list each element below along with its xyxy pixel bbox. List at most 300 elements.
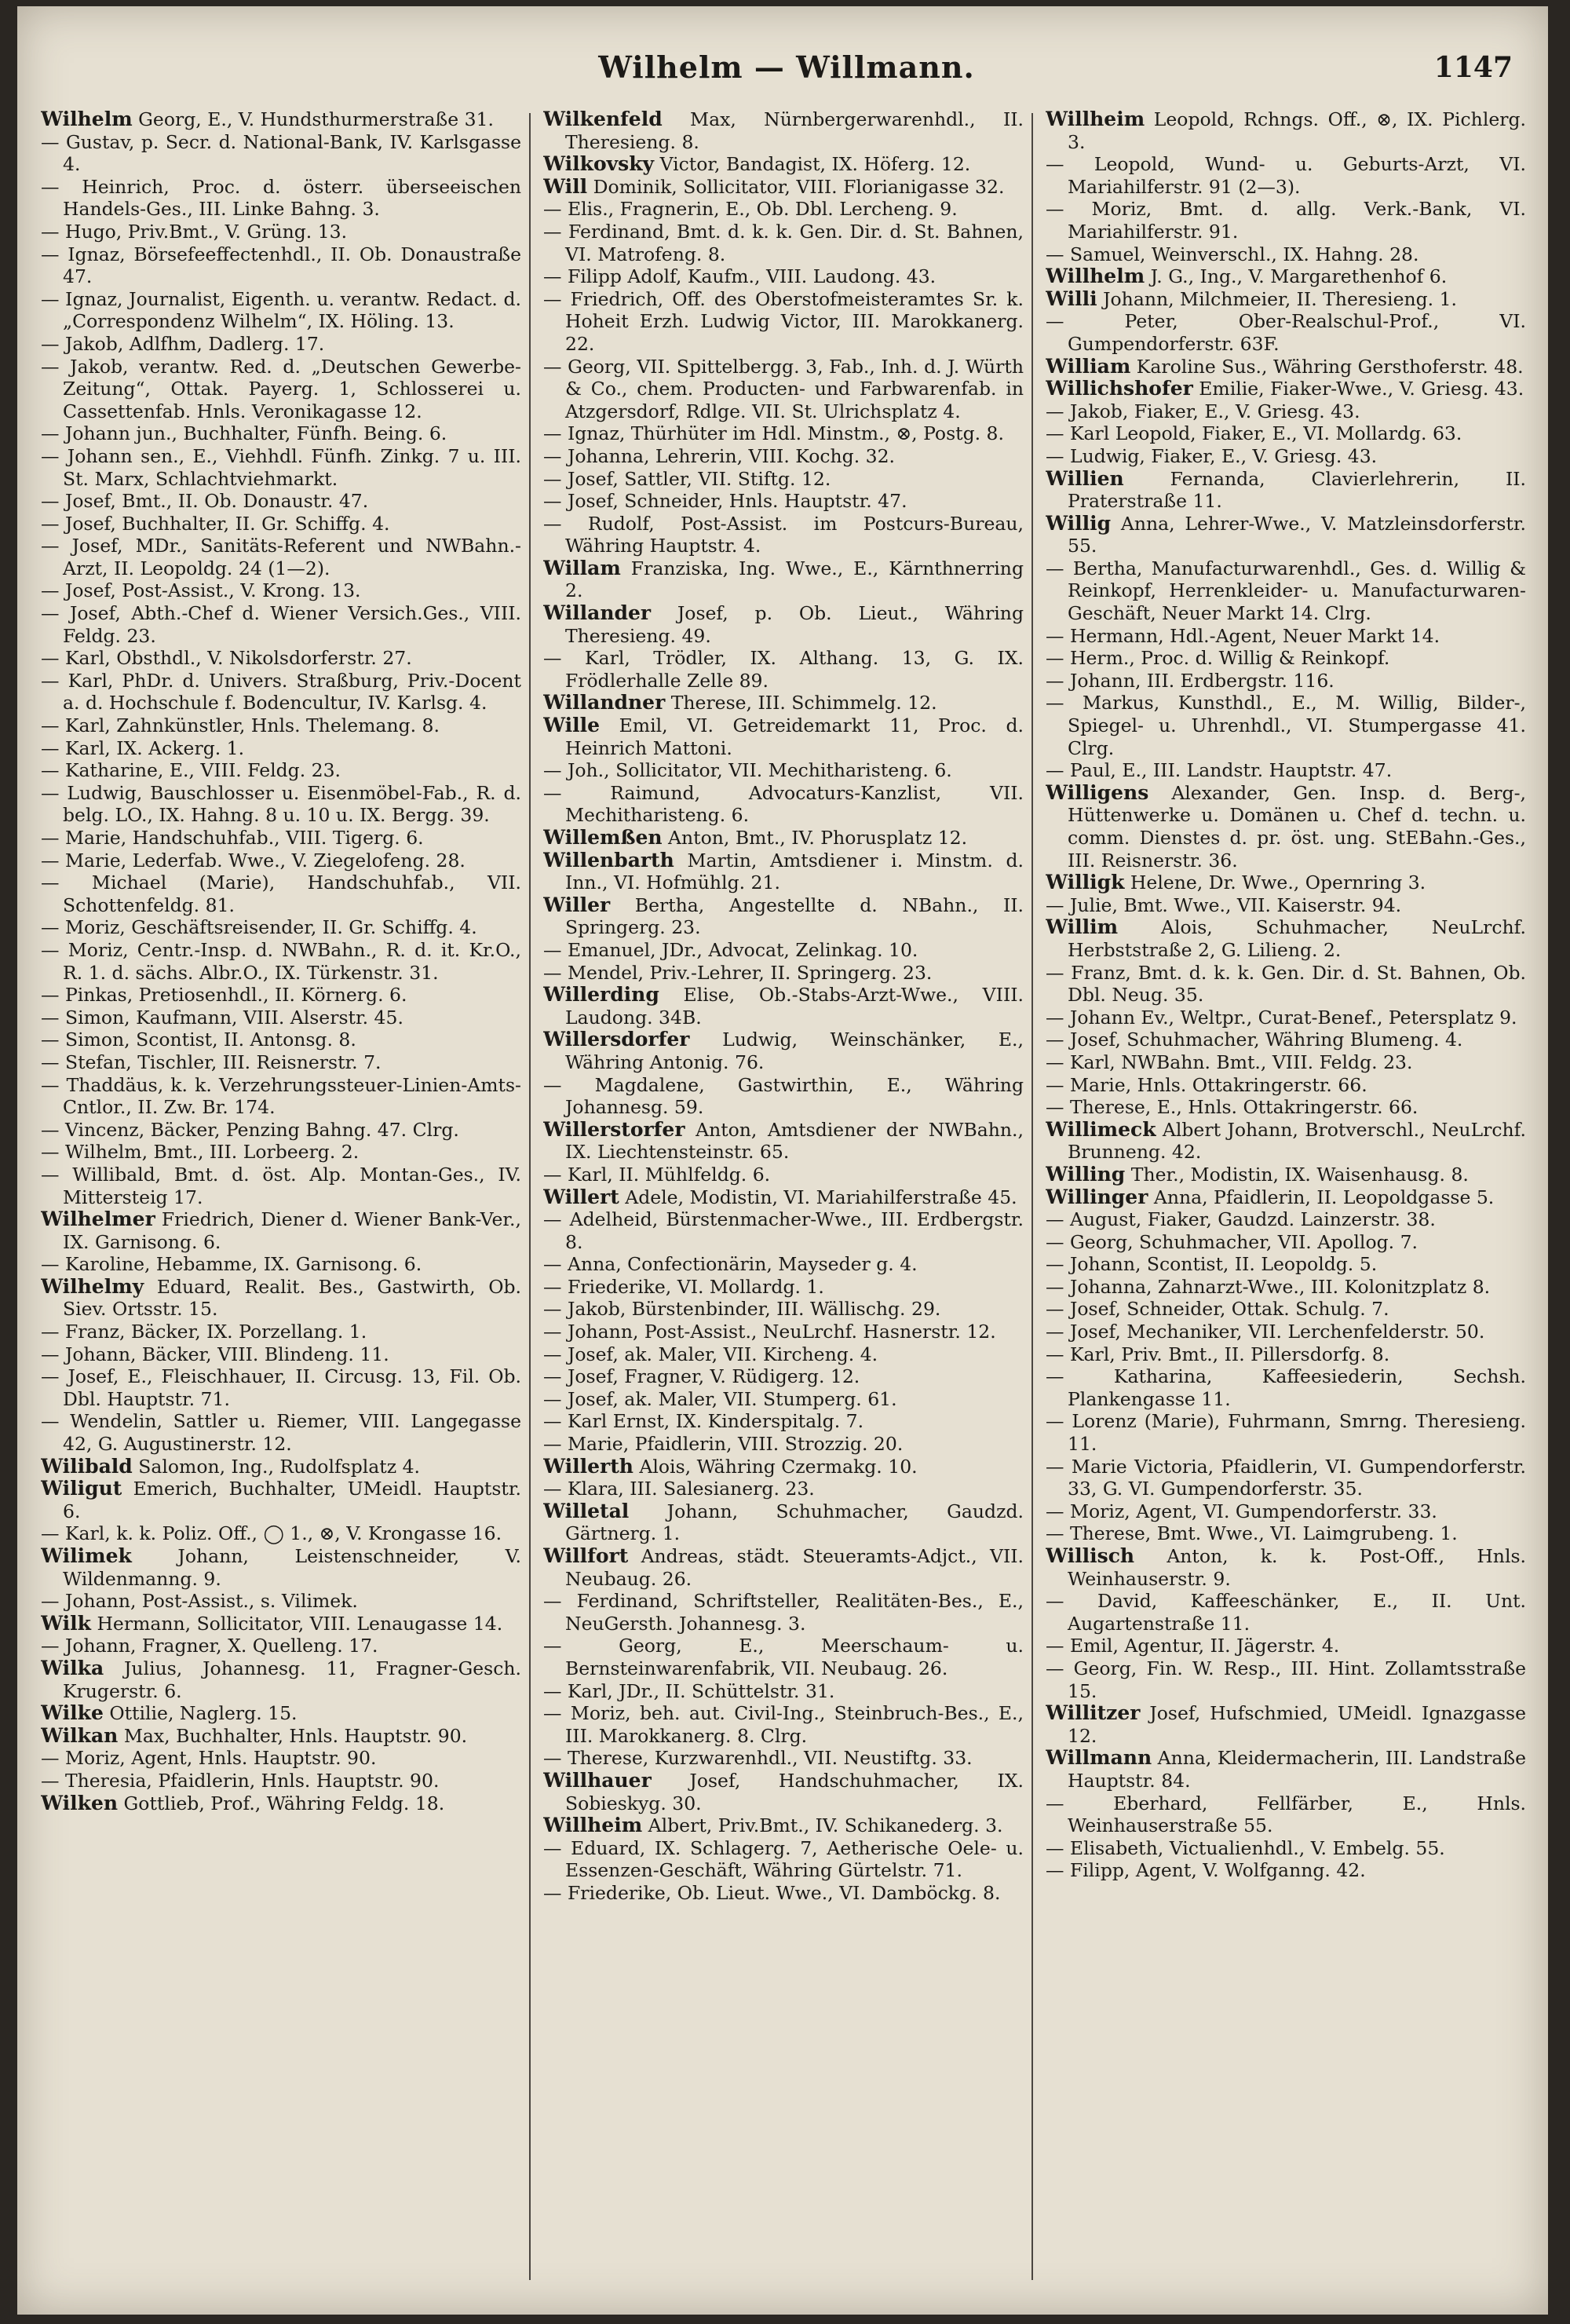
directory-entry (41, 1702, 521, 1725)
directory-entry (543, 1029, 1024, 1073)
directory-entry (543, 827, 1024, 850)
directory-entry (1046, 1276, 1526, 1299)
entry-text: — Julie, Bmt. Wwe., VII. Kaiserstr. 94. (1046, 893, 1402, 916)
directory-entry (41, 850, 521, 872)
entry-text: Ottilie, Naglerg. 15. (109, 1702, 298, 1725)
entry-text: — Marie Victoria, Pfaidlerin, VI. Gumpendorferstr. 33, G. VI. Gumpendorferstr. 35. (1046, 1455, 1526, 1500)
directory-entry (1046, 1231, 1526, 1254)
entry-text: Anton, k. k. Post-Off., Hnls. Weinhauserstr. 9. (1068, 1545, 1526, 1590)
entry-text: Emerich, Buchhalter, UMeidl. Hauptstr. 6. (63, 1478, 521, 1522)
directory-entry (41, 1770, 521, 1792)
entry-surname: Willandner (543, 691, 666, 714)
directory-entry (41, 422, 521, 445)
directory-entry (41, 1343, 521, 1366)
directory-entry (1046, 1164, 1526, 1186)
entry-text: — Ignaz, Journalist, Eigenth. u. verantw. Redact. d. „Correspondenz Wilhelm“, IX. Höling. 13. (41, 287, 521, 333)
entry-text: — Raimund, Advocaturs-Kanzlist, VII. Mechitharisteng. 6. (543, 781, 1024, 827)
entry-surname: Willam (543, 556, 621, 579)
entry-text: — Josef, MDr., Sanitäts-Referent und NWBahn.-Arzt, II. Leopoldg. 24 (1—2). (41, 535, 521, 579)
directory-entry (543, 962, 1024, 985)
entry-text: — Katharina, Kaffeesiederin, Sechsh. Plankengasse 11. (1046, 1365, 1526, 1410)
entry-text: Victor, Bandagist, IX. Höferg. 12. (659, 153, 971, 176)
directory-entry (1046, 1007, 1526, 1029)
directory-entry (1046, 400, 1526, 423)
directory-entry (1046, 1321, 1526, 1343)
directory-entry (41, 288, 521, 333)
entry-text: — Heinrich, Proc. d. österr. überseeischen Handels-Ges., III. Linke Bahng. 3. (41, 175, 521, 221)
entry-columns (41, 108, 1532, 2299)
directory-entry (543, 1276, 1024, 1299)
entry-surname: Wilkan (41, 1723, 119, 1747)
entry-text: — Katharine, E., VIII. Feldg. 23. (41, 759, 341, 782)
entry-text: — Theresia, Pfaidlerin, Hnls. Hauptstr. 90. (41, 1769, 440, 1792)
directory-entry (543, 1321, 1024, 1343)
entry-text: Anton, Amtsdiener der NWBahn., IX. Liechtensteinstr. 65. (565, 1118, 1024, 1164)
directory-entry (41, 939, 521, 984)
entry-text: — Ludwig, Fiaker, E., V. Griesg. 43. (1046, 444, 1378, 467)
directory-entry (543, 221, 1024, 265)
entry-text: — Karl, II. Mühlfeldg. 6. (543, 1163, 771, 1186)
directory-entry (41, 356, 521, 423)
entry-text: Johann, Schuhmacher, Gaudzd. Gärtnerg. 1. (565, 1500, 1024, 1545)
entry-surname: Willimeck (1046, 1117, 1156, 1141)
entry-text: — Jakob, Adlfhm, Dadlerg. 17. (41, 332, 325, 355)
entry-surname: Willfort (543, 1544, 629, 1567)
entry-surname: Willert (543, 1185, 619, 1208)
entry-text: Gottlieb, Prof., Währing Feldg. 18. (123, 1792, 445, 1814)
directory-entry (1046, 557, 1526, 625)
entry-text: — Moriz, beh. aut. Civil-Ing., Steinbruch-Bes., E., III. Marokkanerg. 8. Clrg. (543, 1702, 1024, 1747)
entry-text: — Hermann, Hdl.-Agent, Neuer Markt 14. (1046, 624, 1440, 647)
entry-text: — Georg, Schuhmacher, VII. Apollog. 7. (1046, 1230, 1418, 1253)
entry-text: — August, Fiaker, Gaudzd. Lainzerstr. 38. (1046, 1208, 1436, 1231)
directory-entry (41, 1613, 521, 1635)
directory-entry (1046, 625, 1526, 648)
directory-entry (41, 535, 521, 579)
directory-entry (543, 1186, 1024, 1209)
directory-entry (1046, 1074, 1526, 1097)
entry-text: — Klara, III. Salesianerg. 23. (543, 1478, 815, 1500)
entry-text: Josef, Hufschmied, UMeidl. Ignazgasse 12. (1068, 1702, 1526, 1747)
directory-entry (41, 1545, 521, 1590)
entry-text: — Ferdinand, Bmt. d. k. k. Gen. Dir. d. St. Bahnen, VI. Matrofeng. 8. (543, 220, 1024, 265)
directory-entry (1046, 1096, 1526, 1119)
directory-entry (1046, 916, 1526, 961)
directory-entry (1046, 1545, 1526, 1590)
entry-text: Anna, Pfaidlerin, II. Leopoldgasse 5. (1153, 1186, 1495, 1208)
entry-text: — Michael (Marie), Handschuhfab., VII. Schottenfeldg. 81. (41, 872, 521, 916)
entry-text: — Emanuel, JDr., Advocat, Zelinkag. 10. (543, 938, 918, 961)
directory-entry (543, 759, 1024, 782)
entry-text: Helene, Dr. Wwe., Opernring 3. (1130, 872, 1426, 894)
directory-entry (1046, 265, 1526, 288)
entry-text: Salomon, Ing., Rudolfsplatz 4. (138, 1455, 421, 1478)
entry-text: Franziska, Ing. Wwe., E., Kärnthnerring 2. (565, 557, 1024, 602)
entry-text: — Johann, Bäcker, VIII. Blindeng. 11. (41, 1343, 389, 1365)
entry-text: Albert Johann, Brotverschl., NeuLrchf. Brunneng. 42. (1068, 1118, 1526, 1164)
directory-entry (41, 1365, 521, 1410)
entry-text: — Samuel, Weinverschl., IX. Hahng. 28. (1046, 243, 1419, 265)
entry-text: — Moriz, Agent, VI. Gumpendorferstr. 33. (1046, 1500, 1437, 1522)
entry-surname: Willetal (543, 1499, 630, 1522)
directory-entry (41, 916, 521, 939)
entry-text: — Bertha, Manufacturwarenhdl., Ges. d. Willig & Reinkopf, Herrenkleider- u. Manufacturwaren-Geschäft, Neuer Markt 14. Clrg. (1046, 557, 1526, 625)
entry-surname: Willhauer (543, 1768, 652, 1792)
entry-text: — Markus, Kunsthdl., E., M. Willig, Bilder-, Spiegel- u. Uhrenhdl., VI. Stumpergasse 41. Clrg. (1046, 692, 1526, 759)
directory-entry (41, 782, 521, 827)
directory-entry (543, 1298, 1024, 1321)
entry-text: — Wendelin, Sattler u. Riemer, VIII. Langegasse 42, G. Augustinerstr. 12. (41, 1410, 521, 1456)
directory-entry (41, 647, 521, 670)
directory-entry (41, 1208, 521, 1253)
directory-entry (1046, 356, 1526, 378)
entry-text: Bertha, Angestellte d. NBahn., II. Springerg. 23. (565, 893, 1024, 939)
entry-text: Karoline Sus., Währing Gersthoferstr. 48. (1136, 355, 1524, 378)
entry-text: — Moriz, Centr.-Insp. d. NWBahn., R. d. it. Kr.O., R. 1. d. sächs. Albr.O., IX. Türkenstr. 31. (41, 938, 521, 984)
entry-text: — Pinkas, Pretiosenhdl., II. Körnerg. 6. (41, 984, 407, 1007)
entry-text: — Johann, III. Erdbergstr. 116. (1046, 669, 1334, 692)
directory-entry (543, 356, 1024, 423)
entry-text: — Josef, Mechaniker, VII. Lerchenfelderstr. 50. (1046, 1321, 1485, 1343)
directory-entry (543, 939, 1024, 962)
directory-entry (543, 984, 1024, 1029)
directory-entry (41, 243, 521, 288)
directory-entry (543, 1747, 1024, 1770)
directory-entry (41, 445, 521, 490)
directory-entry (41, 670, 521, 714)
entry-surname: Willemßen (543, 826, 663, 849)
entry-surname: Wilka (41, 1656, 104, 1679)
directory-entry (543, 153, 1024, 176)
entry-text: — Georg, VII. Spittelbergg. 3, Fab., Inh. d. J. Würth & Co., chem. Producten- und Farbwarenfab. in Atzgersdorf, Rdlge. VII. St. Ulrichsplatz 4. (543, 355, 1024, 422)
directory-entry (1046, 153, 1526, 198)
entry-surname: Willander (543, 601, 652, 625)
entry-surname: Wilhelmer (41, 1208, 155, 1231)
directory-entry (1046, 1522, 1526, 1545)
entry-surname: Wilhelm (41, 108, 133, 130)
entry-surname: Willien (1046, 466, 1124, 490)
entry-text: — Leopold, Wund- u. Geburts-Arzt, VI. Mariahilferstr. 91 (2—3). (1046, 153, 1526, 198)
entry-surname: William (1046, 354, 1131, 378)
directory-entry (543, 1590, 1024, 1635)
entry-surname: Willmann (1046, 1746, 1152, 1770)
entry-text: — Adelheid, Bürstenmacher-Wwe., III. Erdbergstr. 8. (543, 1208, 1024, 1253)
directory-entry (543, 1837, 1024, 1882)
entry-surname: Wilk (41, 1611, 91, 1635)
entry-text: — Karl, k. k. Poliz. Off., ◯ 1., ⊗, V. Krongasse 16. (41, 1522, 502, 1545)
entry-text: — Therese, Kurzwarenhdl., VII. Neustiftg. 33. (543, 1747, 973, 1770)
directory-entry (543, 602, 1024, 647)
directory-entry (41, 714, 521, 737)
directory-entry (1046, 1635, 1526, 1657)
entry-text: — Josef, Bmt., II. Ob. Donaustr. 47. (41, 490, 369, 513)
entry-text: — Johann, Post-Assist., s. Vilimek. (41, 1590, 358, 1613)
directory-entry (543, 714, 1024, 759)
directory-entry (543, 265, 1024, 288)
directory-entry (1046, 1119, 1526, 1164)
entry-text: Anna, Lehrer-Wwe., V. Matzleinsdorferstr. 55. (1068, 512, 1526, 557)
entry-surname: Willigk (1046, 871, 1125, 894)
entry-text: J. G., Ing., V. Margarethenhof 6. (1150, 265, 1448, 288)
directory-entry (543, 692, 1024, 714)
directory-entry (41, 221, 521, 243)
entry-text: Therese, III. Schimmelg. 12. (670, 692, 937, 714)
directory-entry (543, 1433, 1024, 1456)
entry-surname: Wilibald (41, 1454, 133, 1478)
entry-text: — Stefan, Tischler, III. Reisnerstr. 7. (41, 1051, 382, 1073)
entry-text: — Moriz, Geschäftsreisender, II. Gr. Schiffg. 4. (41, 916, 477, 939)
entry-text: — David, Kaffeeschänker, E., II. Unt. Augartenstraße 11. (1046, 1590, 1526, 1635)
directory-entry (41, 1321, 521, 1343)
directory-entry (543, 513, 1024, 557)
entry-surname: Wilke (41, 1701, 104, 1725)
directory-entry (1046, 1253, 1526, 1276)
entry-surname: Willigens (1046, 780, 1149, 804)
directory-entry (41, 1253, 521, 1276)
entry-text: — Johann, Fragner, X. Quelleng. 17. (41, 1635, 378, 1657)
directory-entry (1046, 692, 1526, 759)
entry-text: — Friedrich, Off. des Oberstofmeisteramtes Sr. k. Hoheit Erzh. Ludwig Victor, III. Marokkanerg. 22. (543, 287, 1024, 355)
entry-text: — Johann Ev., Weltpr., Curat-Benef., Petersplatz 9. (1046, 1006, 1517, 1029)
entry-text: Ludwig, Weinschänker, E., Währing Antonig. 76. (565, 1029, 1024, 1073)
entry-text: Georg, E., V. Hundsthurmerstraße 31. (138, 108, 495, 130)
directory-entry (1046, 1343, 1526, 1366)
entry-text: — Ludwig, Bauschlosser u. Eisenmöbel-Fab., R. d. belg. LO., IX. Hahng. 8 u. 10 u. IX. Bergg. 39. (41, 781, 521, 827)
directory-entry (1046, 445, 1526, 468)
directory-entry (1046, 1792, 1526, 1837)
entry-text: — Ferdinand, Schriftsteller, Realitäten-Bes., E., NeuGersth. Johannesg. 3. (543, 1590, 1024, 1635)
directory-entry (1046, 1747, 1526, 1792)
entry-surname: Wille (543, 714, 601, 737)
directory-entry (1046, 1837, 1526, 1860)
entry-text: Emil, VI. Getreidemarkt 11, Proc. d. Heinrich Mattoni. (565, 714, 1024, 759)
entry-surname: Wilkenfeld (543, 108, 663, 130)
directory-entry (41, 513, 521, 535)
directory-entry (543, 108, 1024, 153)
directory-entry (543, 1814, 1024, 1837)
directory-entry (41, 131, 521, 176)
entry-surname: Willi (1046, 287, 1097, 310)
directory-entry (1046, 1365, 1526, 1410)
entry-text: Albert, Priv.Bmt., IV. Schikanederg. 3. (648, 1814, 1003, 1837)
directory-entry (543, 1119, 1024, 1164)
directory-entry (41, 1478, 521, 1522)
entry-surname: Willig (1046, 511, 1112, 535)
entry-text: Dominik, Sollicitator, VIII. Florianigasse 32. (593, 175, 1005, 198)
entry-text: — Johann sen., E., Viehhdl. Fünfh. Zinkg. 7 u. III. St. Marx, Schlachtviehmarkt. (41, 444, 521, 490)
column-divider (1031, 113, 1033, 2280)
directory-entry (1046, 378, 1526, 400)
directory-entry (543, 557, 1024, 602)
directory-entry (543, 647, 1024, 692)
entry-text: — Johann jun., Buchhalter, Fünfh. Being. 6. (41, 422, 447, 445)
directory-entry (41, 1276, 521, 1321)
entry-text: — Josef, ak. Maler, VII. Stumperg. 61. (543, 1387, 897, 1410)
entry-surname: Willinger (1046, 1185, 1148, 1208)
directory-entry (1046, 670, 1526, 692)
directory-entry (543, 1343, 1024, 1366)
entry-text: Josef, p. Ob. Lieut., Währing Theresieng. 49. (565, 602, 1024, 647)
entry-text: Johann, Leistenschneider, V. Wildenmanng. 9. (63, 1545, 521, 1590)
entry-text: — Karl, IX. Ackerg. 1. (41, 736, 245, 759)
entry-text: — Anna, Confectionärin, Mayseder g. 4. (543, 1253, 918, 1276)
entry-text: — Josef, Schneider, Hnls. Hauptstr. 47. (543, 490, 907, 513)
entry-text: — Karl Ernst, IX. Kinderspitalg. 7. (543, 1410, 864, 1433)
entry-surname: Wilken (41, 1791, 119, 1814)
entry-text: — Jakob, verantw. Red. d. „Deutschen Gewerbe-Zeitung“, Ottak. Payerg. 1, Schlosserei u. Cassettenfab. Hnls. Veronikagasse 12. (41, 355, 521, 422)
directory-page (17, 6, 1548, 2315)
entry-text: Max, Buchhalter, Hnls. Hauptstr. 90. (123, 1724, 468, 1747)
entry-text: — Thaddäus, k. k. Verzehrungssteuer-Linien-Amts-Cntlor., II. Zw. Br. 174. (41, 1073, 521, 1119)
directory-entry (41, 579, 521, 602)
entry-text: Leopold, Rchngs. Off., ⊗, IX. Pichlerg. 3. (1068, 108, 1526, 153)
directory-entry (41, 1725, 521, 1748)
directory-entry (41, 1522, 521, 1545)
directory-entry (41, 490, 521, 513)
directory-entry (41, 1164, 521, 1208)
entry-text: — Eberhard, Fellfärber, E., Hnls. Weinhauserstraße 55. (1046, 1792, 1526, 1837)
entry-text: Adele, Modistin, VI. Mariahilferstraße 45. (625, 1186, 1017, 1208)
entry-text: — Simon, Kaufmann, VIII. Alserstr. 45. (41, 1006, 403, 1029)
entry-text: — Josef, Abth.-Chef d. Wiener Versich.Ges., VIII. Feldg. 23. (41, 602, 521, 647)
directory-entry (1046, 1456, 1526, 1500)
entry-text: — Josef, Schneider, Ottak. Schulg. 7. (1046, 1298, 1389, 1321)
entry-text: — Franz, Bäcker, IX. Porzellang. 1. (41, 1321, 367, 1343)
entry-text: — Vincenz, Bäcker, Penzing Bahng. 47. Clrg. (41, 1118, 459, 1141)
entry-text: Friedrich, Diener d. Wiener Bank-Ver., IX. Garnisong. 6. (63, 1208, 521, 1253)
entry-text: — Friederike, VI. Mollardg. 1. (543, 1275, 824, 1298)
directory-entry (1046, 310, 1526, 355)
entry-text: Eduard, Realit. Bes., Gastwirth, Ob. Siev. Ortsstr. 15. (63, 1275, 521, 1321)
entry-text: — Johanna, Zahnarzt-Wwe., III. Kolonitzplatz 8. (1046, 1275, 1491, 1298)
entry-text: — Marie, Lederfab. Wwe., V. Ziegelofeng. 28. (41, 849, 466, 872)
entry-surname: Wilhelmy (41, 1274, 144, 1298)
entry-text: — Simon, Scontist, II. Antonsg. 8. (41, 1029, 356, 1051)
entry-text: — Josef, E., Fleischhauer, II. Circusg. 13, Fil. Ob. Dbl. Hauptstr. 71. (41, 1365, 521, 1410)
directory-entry (41, 737, 521, 760)
entry-text: — Magdalene, Gastwirthin, E., Währing Johannesg. 59. (543, 1073, 1024, 1119)
directory-entry (41, 984, 521, 1007)
entry-text: — Elisabeth, Victualienhdl., V. Embelg. 55. (1046, 1836, 1445, 1859)
entry-text: — Karoline, Hebamme, IX. Garnisong. 6. (41, 1253, 422, 1276)
entry-text: — Marie, Pfaidlerin, VIII. Strozzig. 20. (543, 1433, 904, 1456)
directory-entry (543, 1410, 1024, 1433)
directory-entry (41, 1007, 521, 1029)
directory-entry (543, 198, 1024, 221)
directory-entry (543, 1635, 1024, 1679)
directory-entry (1046, 1298, 1526, 1321)
directory-entry (1046, 198, 1526, 243)
entry-text: Elise, Ob.-Stabs-Arzt-Wwe., VIII. Laudong. 34B. (565, 984, 1024, 1029)
entry-surname: Willhelm (1046, 265, 1145, 288)
entry-text: — Karl, NWBahn. Bmt., VIII. Feldg. 23. (1046, 1051, 1413, 1073)
entry-text: — Josef, Buchhalter, II. Gr. Schiffg. 4. (41, 512, 390, 535)
entry-text: — Willibald, Bmt. d. öst. Alp. Montan-Ges., IV. Mittersteig 17. (41, 1163, 521, 1208)
directory-entry (543, 1253, 1024, 1276)
directory-entry (543, 468, 1024, 491)
entry-text: — Lorenz (Marie), Fuhrmann, Smrng. Theresieng. 11. (1046, 1410, 1526, 1456)
entry-surname: Willerth (543, 1454, 633, 1478)
entry-text: — Therese, Bmt. Wwe., VI. Laimgrubeng. 1. (1046, 1522, 1458, 1545)
entry-text: Alois, Schuhmacher, NeuLrchf. Herbststraße 2, G. Lilieng. 2. (1068, 916, 1526, 961)
directory-entry (1046, 647, 1526, 670)
directory-entry (1046, 1500, 1526, 1523)
directory-entry (41, 1456, 521, 1478)
entry-text: — Karl, Obsthdl., V. Nikolsdorferstr. 27. (41, 647, 412, 670)
entry-text: — Rudolf, Post-Assist. im Postcurs-Bureau, Währing Hauptstr. 4. (543, 512, 1024, 557)
entry-surname: Wilkovsky (543, 152, 655, 176)
directory-entry (41, 1051, 521, 1074)
entry-text: — Jakob, Bürstenbinder, III. Wällischg. 29. (543, 1298, 941, 1321)
entry-text: — Joh., Sollicitator, VII. Mechitharisteng. 6. (543, 759, 952, 782)
entry-text: Hermann, Sollicitator, VIII. Lenaugasse 14. (97, 1612, 503, 1635)
directory-entry (543, 850, 1024, 894)
entry-text: — Karl Leopold, Fiaker, E., VI. Mollardg. 63. (1046, 422, 1462, 445)
entry-text: — Moriz, Agent, Hnls. Hauptstr. 90. (41, 1747, 377, 1770)
column-1 (41, 108, 521, 2299)
entry-text: — Karl, JDr., II. Schüttelstr. 31. (543, 1679, 835, 1702)
directory-entry (1046, 1859, 1526, 1882)
entry-text: — Josef, Fragner, V. Rüdigerg. 12. (543, 1365, 860, 1388)
directory-entry (41, 1410, 521, 1455)
entry-text: — Filipp Adolf, Kaufm., VIII. Laudong. 43. (543, 265, 937, 288)
directory-entry (41, 759, 521, 782)
directory-entry (543, 1882, 1024, 1905)
entry-text: — Karl, Priv. Bmt., II. Pillersdorfg. 8. (1046, 1343, 1390, 1365)
directory-entry (543, 1702, 1024, 1747)
directory-entry (1046, 1702, 1526, 1747)
entry-surname: Willisch (1046, 1544, 1135, 1567)
entry-text: — Franz, Bmt. d. k. k. Gen. Dir. d. St. Bahnen, Ob. Dbl. Neug. 35. (1046, 961, 1526, 1007)
entry-text: — Mendel, Priv.-Lehrer, II. Springerg. 23. (543, 961, 933, 984)
directory-entry (543, 1456, 1024, 1478)
entry-text: — Friederike, Ob. Lieut. Wwe., VI. Damböckg. 8. (543, 1881, 1001, 1904)
directory-entry (543, 1074, 1024, 1119)
entry-text: — Filipp, Agent, V. Wolfganng. 42. (1046, 1859, 1366, 1882)
directory-entry (41, 1747, 521, 1770)
directory-entry (41, 333, 521, 356)
entry-text: Emilie, Fiaker-Wwe., V. Griesg. 43. (1199, 378, 1524, 400)
entry-surname: Willichshofer (1046, 377, 1193, 400)
entry-surname: Willheim (543, 1814, 643, 1837)
entry-text: — Josef, Post-Assist., V. Krong. 13. (41, 579, 361, 602)
entry-surname: Willersdorfer (543, 1028, 690, 1051)
directory-entry (1046, 513, 1526, 557)
directory-entry (41, 827, 521, 850)
directory-entry (41, 1657, 521, 1702)
directory-entry (1046, 782, 1526, 872)
entry-text: — Georg, E., Meerschaum- u. Bernsteinwarenfabrik, VII. Neubaug. 26. (543, 1635, 1024, 1679)
entry-text: — Gustav, p. Secr. d. National-Bank, IV. Karlsgasse 4. (41, 130, 521, 176)
directory-entry (41, 108, 521, 131)
directory-entry (41, 1590, 521, 1613)
entry-text: — Karl, PhDr. d. Univers. Straßburg, Priv.-Docent a. d. Hochschule f. Bodencultur, IV. Karlsg. 4. (41, 669, 521, 714)
entry-text: — Emil, Agentur, II. Jägerstr. 4. (1046, 1635, 1340, 1657)
entry-surname: Willitzer (1046, 1701, 1141, 1725)
directory-entry (41, 1141, 521, 1164)
entry-text: — Josef, Sattler, VII. Stiftg. 12. (543, 467, 831, 490)
directory-entry (1046, 1186, 1526, 1209)
entry-text: — Ignaz, Thürhüter im Hdl. Minstm., ⊗, Postg. 8. (543, 422, 1004, 445)
entry-text: — Marie, Hnls. Ottakringerstr. 66. (1046, 1073, 1367, 1096)
directory-entry (1046, 468, 1526, 513)
directory-entry (1046, 422, 1526, 445)
directory-entry (543, 1164, 1024, 1186)
directory-entry (543, 1365, 1024, 1388)
directory-entry (41, 1635, 521, 1657)
directory-entry (1046, 759, 1526, 782)
entry-text: — Georg, Fin. W. Resp., III. Hint. Zollamtsstraße 15. (1046, 1657, 1526, 1702)
